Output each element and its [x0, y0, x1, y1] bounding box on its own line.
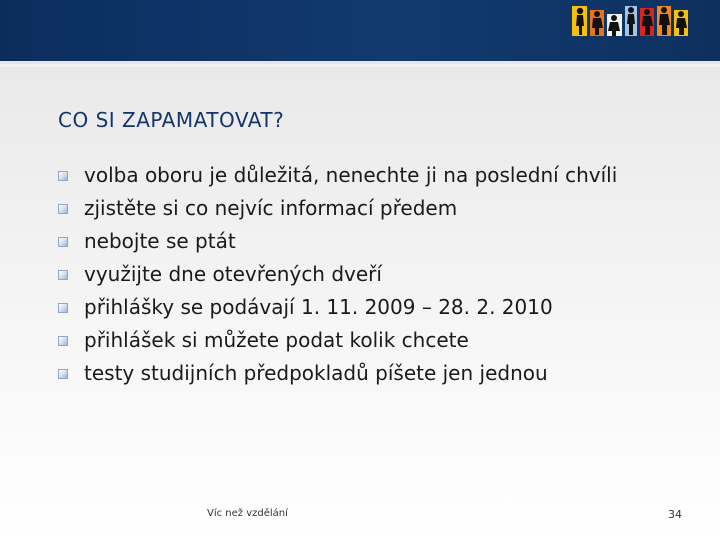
square-bullet-icon	[58, 204, 68, 214]
bullet-item	[56, 226, 617, 259]
square-bullet-icon	[58, 336, 68, 346]
square-bullet-icon	[58, 369, 68, 379]
bullet-text: využijte dne otevřených dveří	[84, 262, 382, 286]
slide-title: CO SI ZAPAMATOVAT?	[58, 108, 285, 132]
bullet-text: přihlášek si můžete podat kolik chcete	[84, 328, 469, 352]
square-bullet-icon	[58, 303, 68, 313]
bullet-item	[56, 325, 617, 358]
footer-text: Víc než vzdělání	[207, 508, 288, 519]
square-bullet-icon	[58, 237, 68, 247]
square-bullet-icon	[58, 270, 68, 280]
header-banner	[0, 0, 720, 64]
bullet-item	[56, 292, 617, 325]
square-bullet-icon	[58, 171, 68, 181]
bullet-text: nebojte se ptát	[84, 229, 236, 253]
people-figures-logo	[572, 4, 688, 38]
bullet-text: volba oboru je důležitá, nenechte ji na poslední chvíli	[84, 163, 618, 187]
bullet-item	[56, 193, 617, 226]
page-number: 34	[668, 508, 682, 521]
bullet-text: přihlášky se podávají 1. 11. 2009 – 28. 2. 2010	[84, 295, 553, 319]
bullet-text: testy studijních předpokladů píšete jen jednou	[84, 361, 548, 385]
bullet-item	[56, 259, 617, 292]
bullet-item	[56, 160, 617, 193]
bullet-item	[56, 358, 617, 391]
bullet-text: zjistěte si co nejvíc informací předem	[84, 196, 458, 220]
bullet-list	[56, 160, 617, 391]
